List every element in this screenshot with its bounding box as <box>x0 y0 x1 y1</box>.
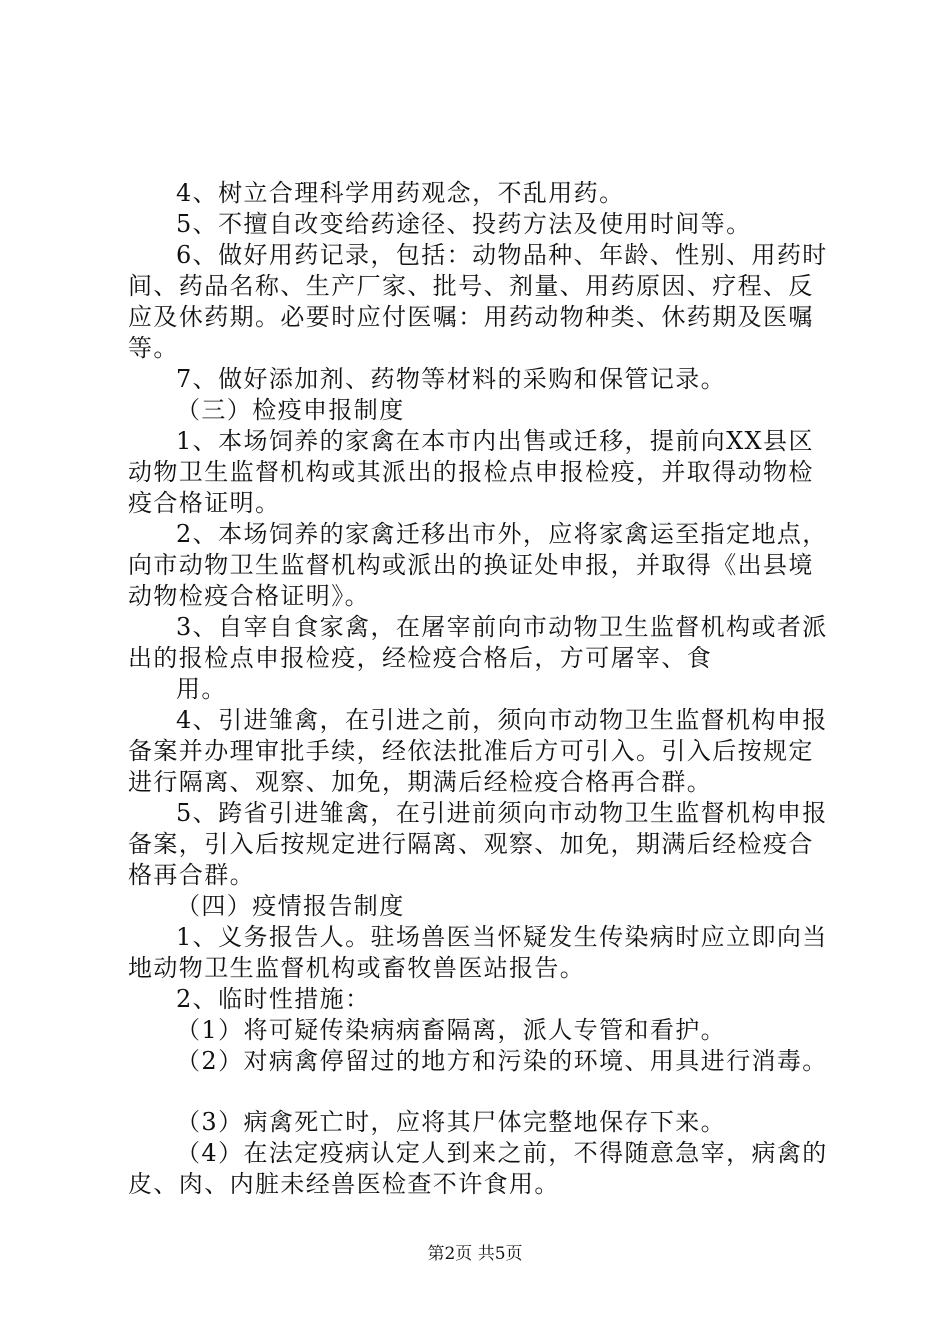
text-line: （1）将可疑传染病病畜隔离，派人专管和看护。 <box>176 1016 727 1044</box>
text-line: 疫合格证明。 <box>128 489 281 517</box>
text-line: （2）对病禽停留过的地方和污染的环境、用具进行消毒。 <box>176 1047 828 1075</box>
text-line: 5、跨省引进雏禽，在引进前须向市动物卫生监督机构申报 <box>176 799 828 827</box>
text-line: 2、临时性措施： <box>176 985 371 1013</box>
text-line: 4、树立合理科学用药观念，不乱用药。 <box>176 179 625 207</box>
text-line: 动物卫生监督机构或其派出的报检点申报检疫，并取得动物检 <box>128 458 814 486</box>
text-line: 应及休药期。必要时应付医嘱：用药动物种类、休药期及医嘱 <box>128 303 814 331</box>
text-line: （3）病禽死亡时，应将其尸体完整地保存下来。 <box>176 1108 727 1136</box>
text-line: 1、本场饲养的家禽在本市内出售或迁移，提前向XX县区 <box>176 427 814 455</box>
text-line: 7、做好添加剂、药物等材料的采购和保管记录。 <box>176 365 727 393</box>
text-line: 1、义务报告人。驻场兽医当怀疑发生传染病时应立即向当 <box>176 923 828 951</box>
text-line: 6、做好用药记录，包括：动物品种、年龄、性别、用药时 <box>176 241 828 269</box>
text-line: 格再合群。 <box>128 861 255 889</box>
text-line: 出的报检点申报检疫，经检疫合格后，方可屠宰、食 <box>128 644 713 672</box>
text-line: 地动物卫生监督机构或畜牧兽医站报告。 <box>128 954 586 982</box>
text-line: 等。 <box>128 334 179 362</box>
page-number-footer: 第2页 共5页 <box>427 1244 523 1264</box>
text-line: 动物检疫合格证明》。 <box>128 582 370 610</box>
text-line: 备案并办理审批手续，经依法批准后方可引入。引入后按规定 <box>128 737 814 765</box>
section-heading: （三）检疫申报制度 <box>176 396 405 424</box>
text-line: 间、药品名称、生产厂家、批号、剂量、用药原因、疗程、反 <box>128 272 814 300</box>
text-line: 用。 <box>176 675 227 703</box>
text-line: 4、引进雏禽，在引进之前，须向市动物卫生监督机构申报 <box>176 706 828 734</box>
text-line: 3、自宰自食家禽，在屠宰前向市动物卫生监督机构或者派 <box>176 613 828 641</box>
text-line: （4）在法定疫病认定人到来之前，不得随意急宰，病禽的 <box>176 1139 828 1167</box>
text-line: 进行隔离、观察、加免，期满后经检疫合格再合群。 <box>128 768 713 796</box>
text-line: 2、本场饲养的家禽迁移出市外，应将家禽运至指定地点， <box>176 520 828 548</box>
text-line: 向市动物卫生监督机构或派出的换证处申报，并取得《出县境 <box>128 551 814 579</box>
section-heading: （四）疫情报告制度 <box>176 892 405 920</box>
text-line: 备案，引入后按规定进行隔离、观察、加免，期满后经检疫合 <box>128 830 814 858</box>
text-line: 5、不擅自改变给药途径、投药方法及使用时间等。 <box>176 210 752 238</box>
text-line: 皮、肉、内脏未经兽医检查不许食用。 <box>128 1170 560 1198</box>
